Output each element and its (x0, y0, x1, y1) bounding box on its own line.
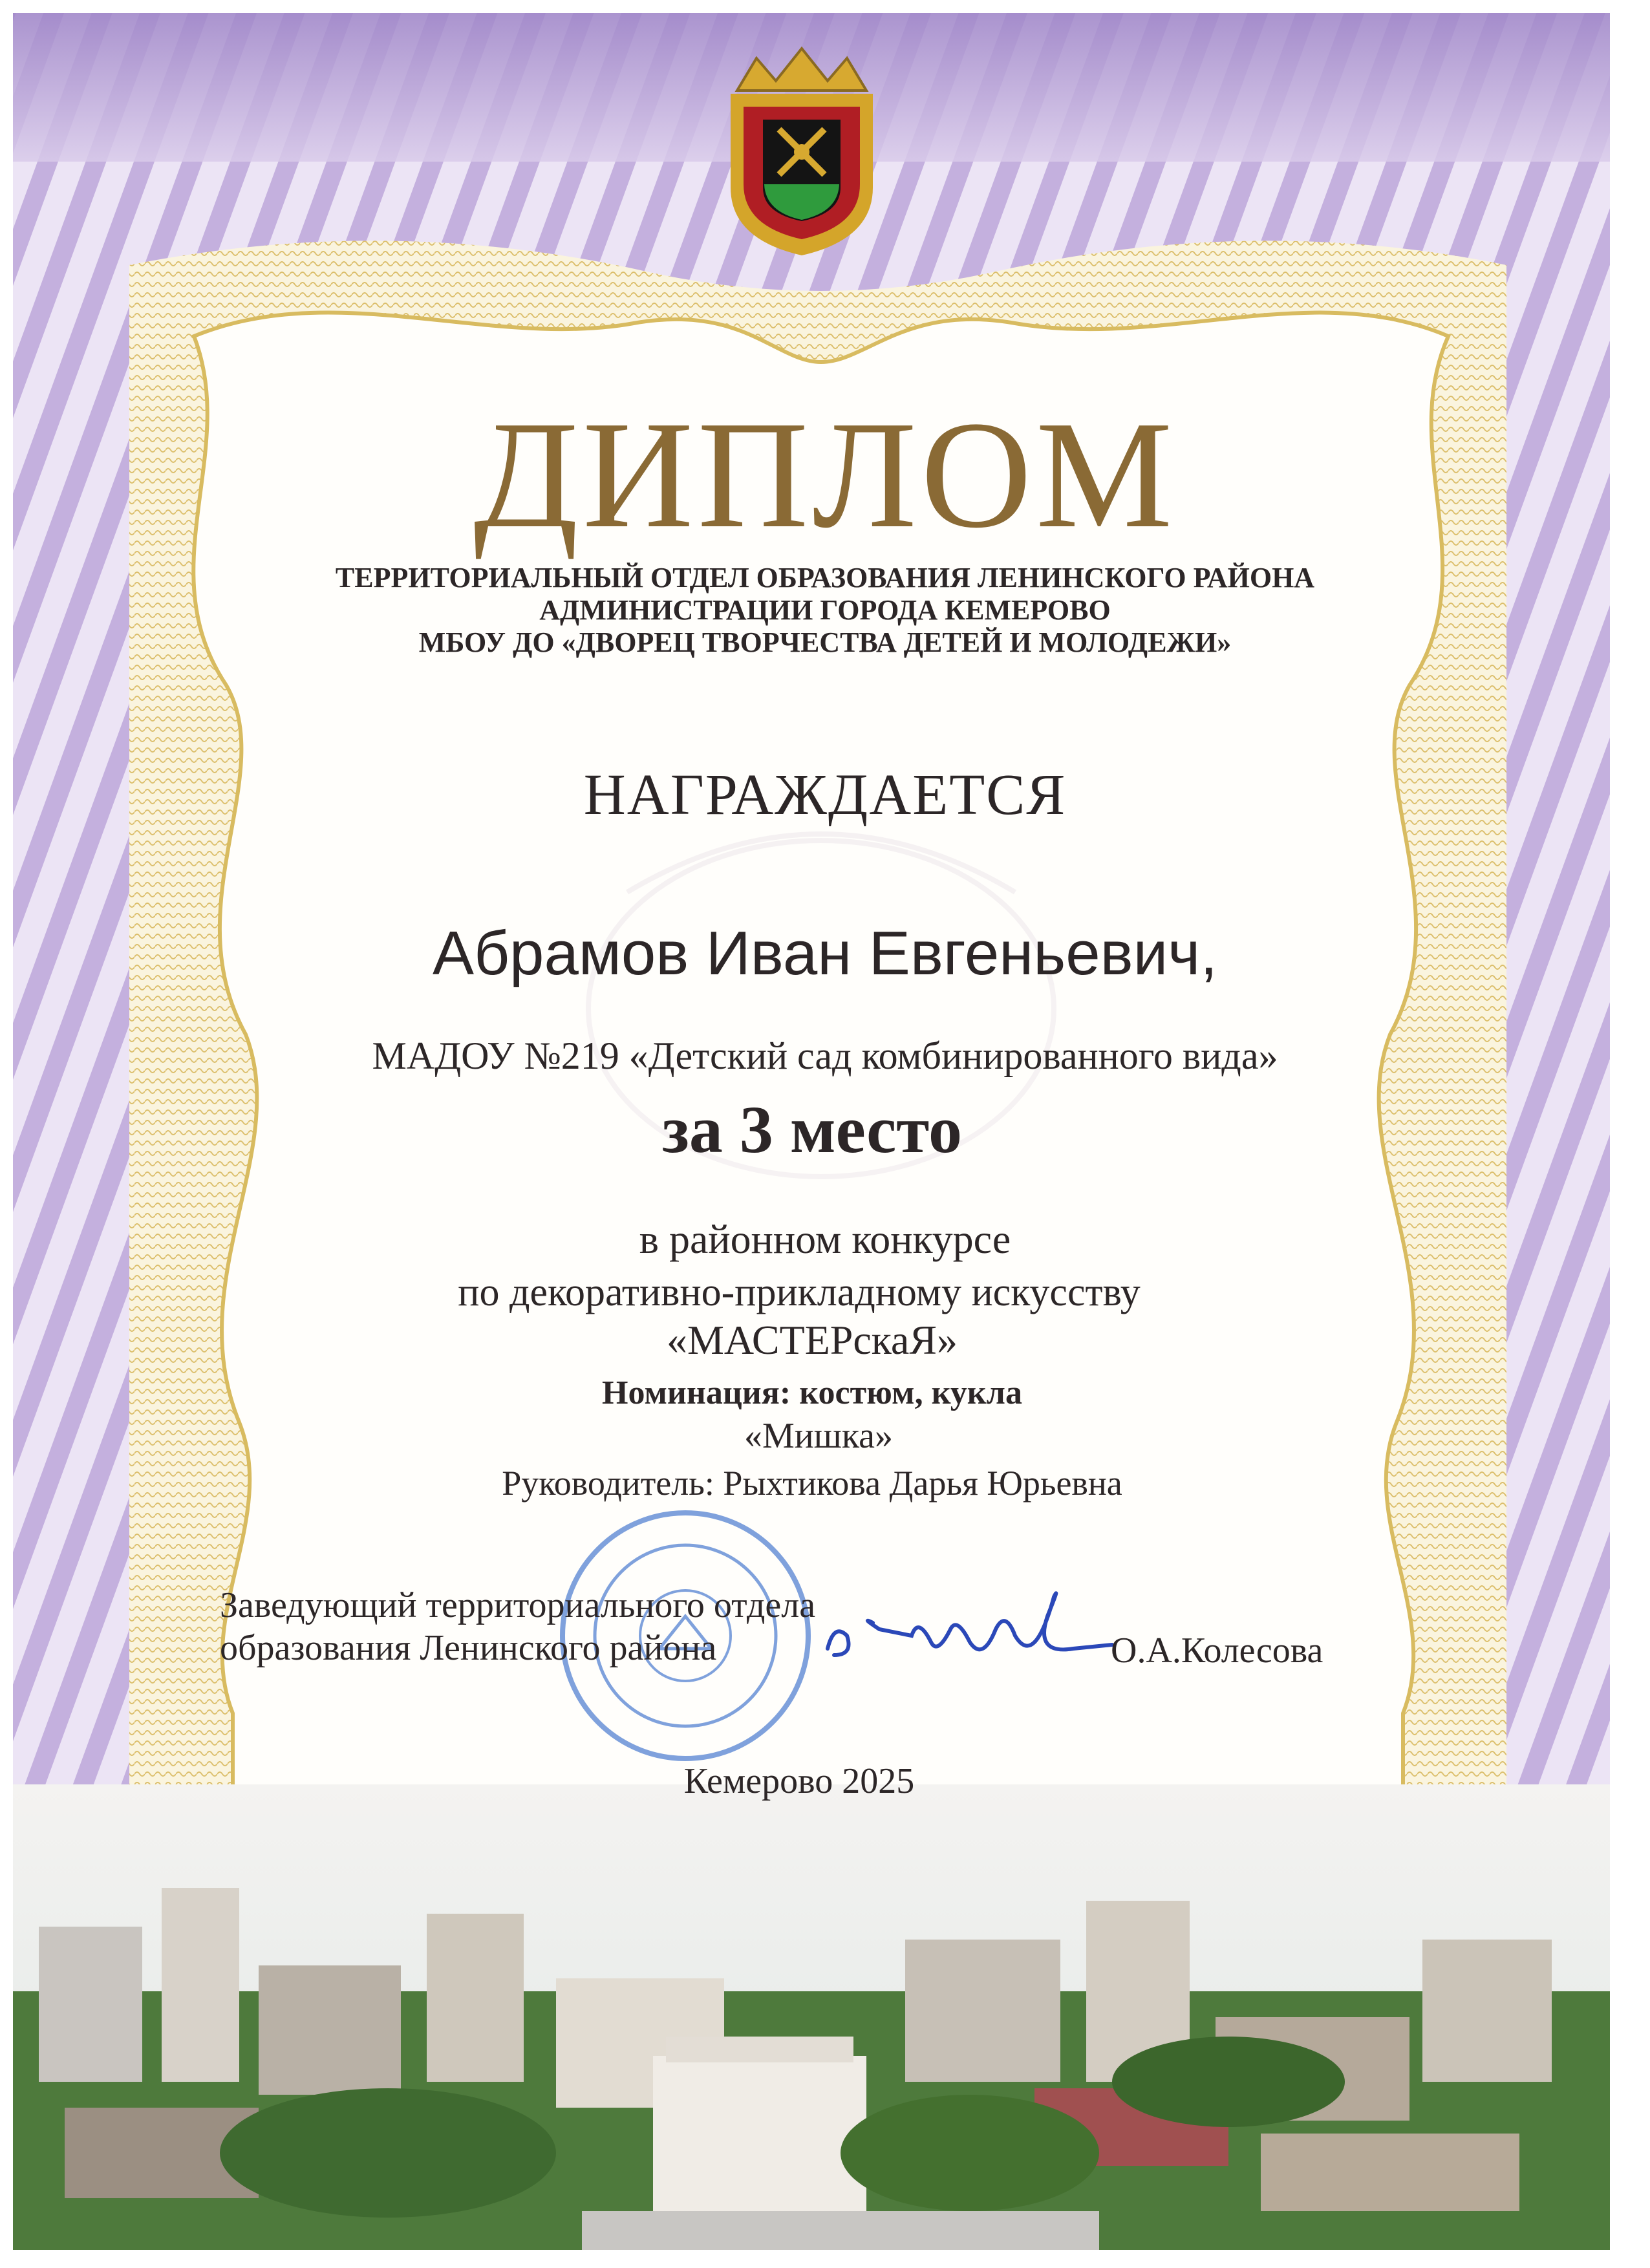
place: за 3 место (662, 1093, 962, 1167)
contest-line-3: «МАСТЕРскаЯ» (666, 1317, 958, 1363)
document-title: ДИПЛОМ (473, 390, 1177, 560)
signatory-position-line-2: образования Ленинского района (220, 1628, 717, 1668)
signatory-name: О.А.Колесова (1111, 1631, 1323, 1671)
contest-line-2: по декоративно-прикладному искусству (458, 1270, 1141, 1314)
city-panorama (13, 1784, 1610, 2250)
issuer-line-1: ТЕРРИТОРИАЛЬНЫЙ ОТДЕЛ ОБРАЗОВАНИЯ ЛЕНИНСКОГО РАЙОНА (335, 562, 1315, 594)
contest-line-6: Руководитель: Рыхтикова Дарья Юрьевна (502, 1464, 1122, 1503)
contest-line-1: в районном конкурсе (639, 1216, 1011, 1262)
contest-line-5: «Мишка» (744, 1416, 894, 1456)
contest-line-4: Номинация: костюм, кукла (602, 1375, 1022, 1411)
place-year: Кемерово 2025 (683, 1761, 915, 1801)
issuer-line-2: АДМИНИСТРАЦИИ ГОРОДА КЕМЕРОВО (539, 594, 1111, 626)
signatory-position-line-1: Заведующий территориального отдела (220, 1585, 816, 1625)
awarded-label: НАГРАЖДАЕТСЯ (583, 763, 1067, 827)
recipient-name: Абрамов Иван Евгеньевич, (433, 919, 1217, 988)
signature-image (821, 1578, 1119, 1694)
coat-of-arms-emblem (718, 45, 886, 259)
issuer-line-3: МБОУ ДО «ДВОРЕЦ ТВОРЧЕСТВА ДЕТЕЙ И МОЛОДЕЖИ» (418, 626, 1232, 658)
organization: МАДОУ №219 «Детский сад комбинированного вида» (372, 1034, 1278, 1077)
